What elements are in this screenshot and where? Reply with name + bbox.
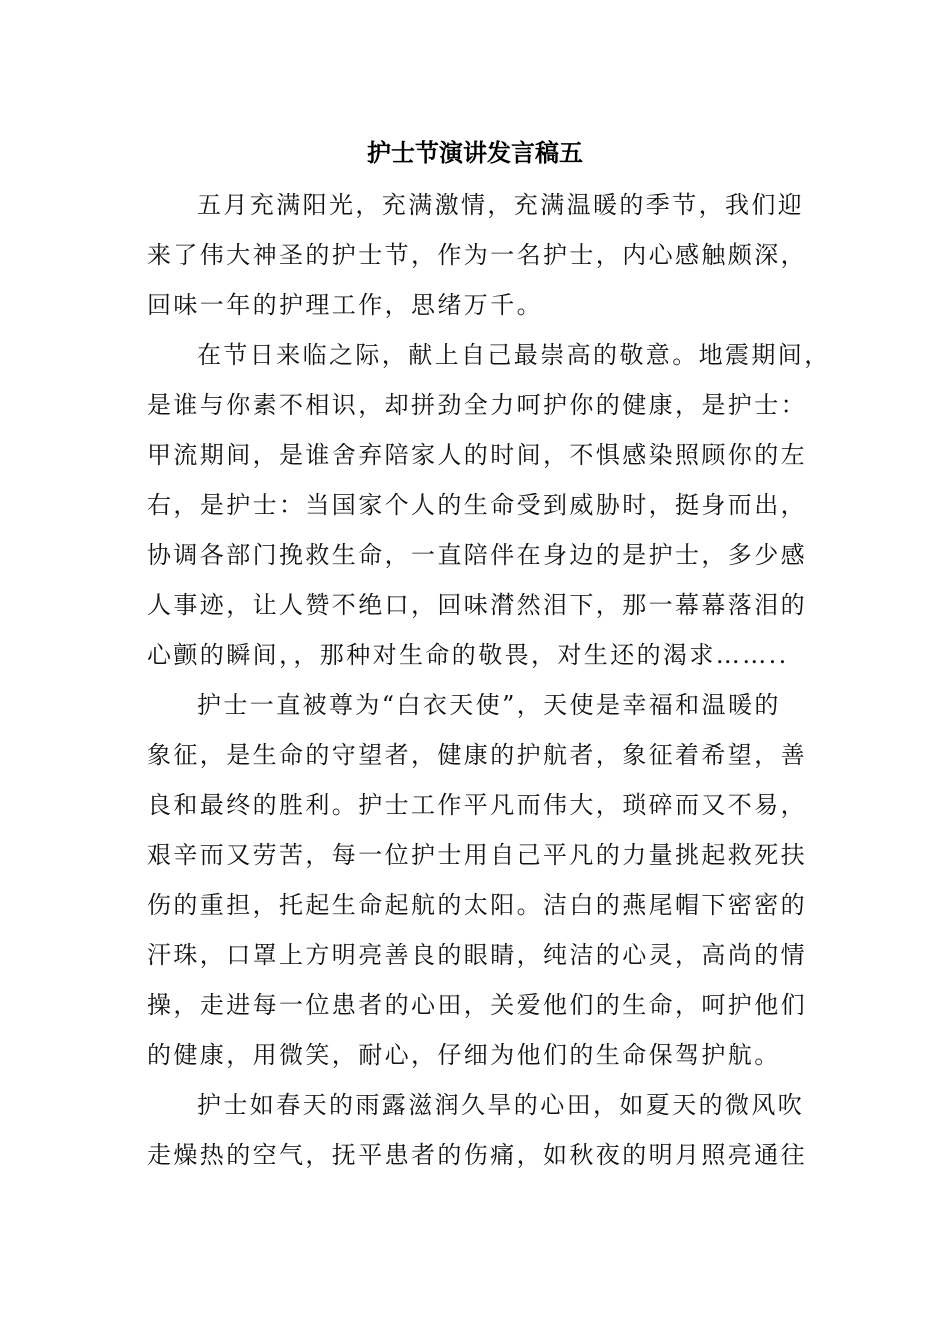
text-line: 的健康，用微笑，耐心，仔细为他们的生命保驾护航。 [147,1041,781,1069]
text-line: 来了伟大神圣的护士节，作为一名护士，内心感触颇深， [147,241,807,269]
text-line: 五月充满阳光，充满激情，充满温暖的季节，我们迎 [197,191,805,219]
text-line: 护士一直被尊为“白衣天使”，天使是幸福和温暖的 [197,691,781,719]
text-line: 人事迹，让人赞不绝口，回味潸然泪下，那一幕幕落泪的 [147,591,807,619]
text-line: 操，走进每一位患者的心田，关爱他们的生命，呵护他们 [147,991,807,1019]
text-line: 走燥热的空气，抚平患者的伤痛，如秋夜的明月照亮通往 [147,1141,807,1169]
text-line: 回味一年的护理工作，思绪万千。 [147,291,543,319]
text-line: 良和最终的胜利。护士工作平凡而伟大，琐碎而又不易， [147,791,807,819]
text-line: 象征，是生命的守望者，健康的护航者，象征着希望，善 [147,741,807,769]
paragraph-2 [147,330,831,680]
text-line: 右，是护士：当国家个人的生命受到威胁时，挺身而出， [147,491,807,519]
text-line: 心颤的瞬间，，那种对生命的敬畏，对生还的渴求…….. [147,641,789,669]
paragraph-1 [147,180,822,330]
document-body [147,180,831,1180]
text-line: 协调各部门挽救生命，一直陪伴在身边的是护士，多少感 [147,541,807,569]
text-line: 在节日来临之际，献上自己最崇高的敬意。地震期间， [197,341,831,369]
document-title: 护士节演讲发言稿五 [367,139,583,167]
text-line: 伤的重担，托起生命起航的太阳。洁白的燕尾帽下密密的 [147,891,807,919]
text-line: 汗珠，口罩上方明亮善良的眼睛，纯洁的心灵，高尚的情 [147,941,807,969]
text-line: 护士如春天的雨露滋润久旱的心田，如夏天的微风吹 [197,1091,805,1119]
paragraph-4 [147,1080,822,1180]
paragraph-3 [147,680,822,1080]
text-line: 是谁与你素不相识，却拼劲全力呵护你的健康，是护士： [147,391,807,419]
text-line: 艰辛而又劳苦，每一位护士用自己平凡的力量挑起救死扶 [147,841,807,869]
text-line: 甲流期间，是谁舍弃陪家人的时间，不惧感染照顾你的左 [147,441,807,469]
